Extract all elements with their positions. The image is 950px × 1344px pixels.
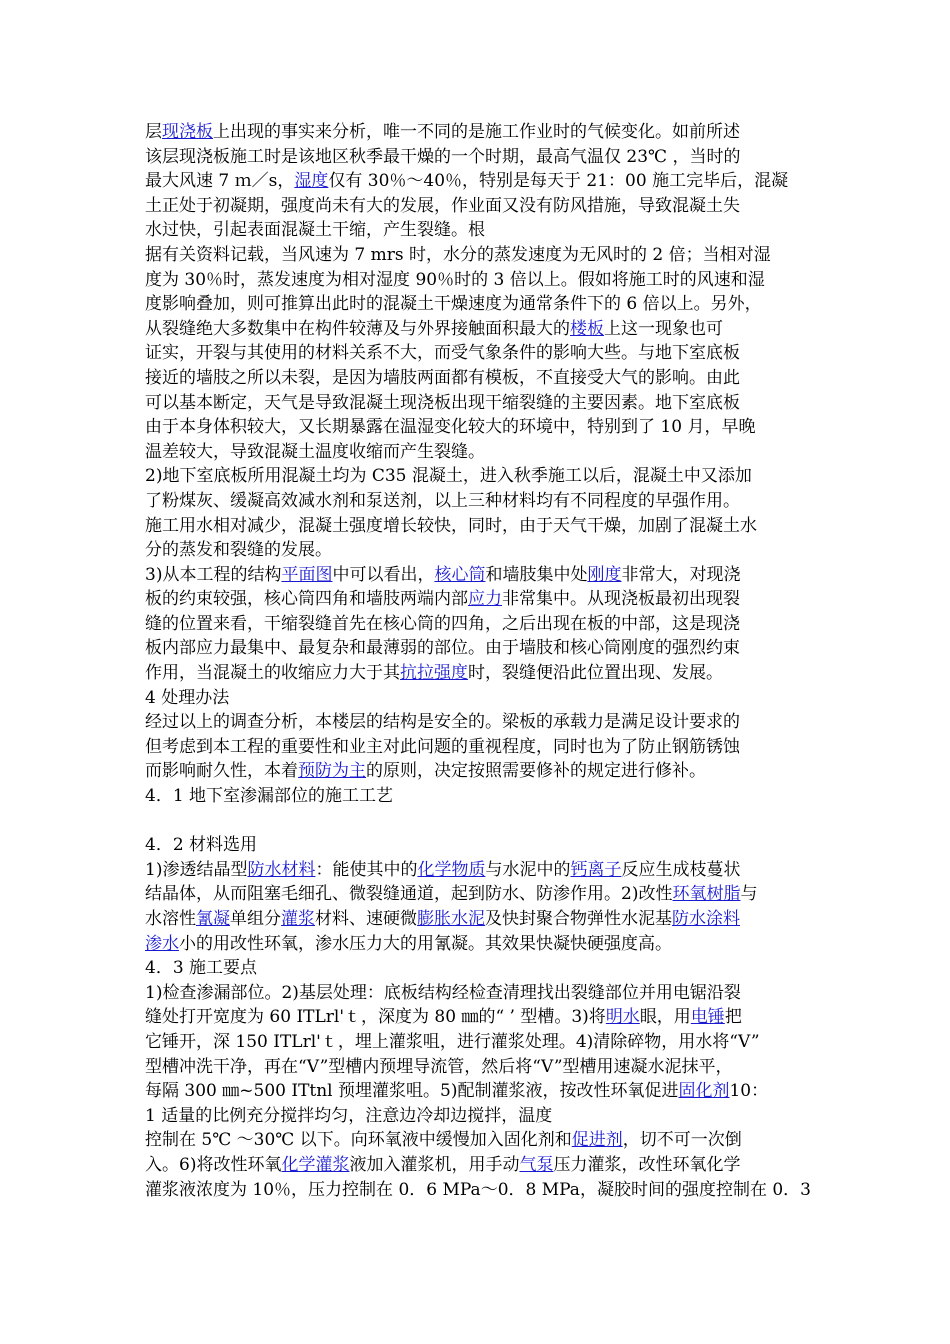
- text-line: [145, 243, 815, 268]
- text-span: 的原则，决定按照需要修补的规定进行修补。: [366, 761, 706, 782]
- text-line: [145, 759, 815, 784]
- text-line: [145, 956, 815, 981]
- text-span: 作用，当混凝土的收缩应力大于其: [145, 663, 400, 684]
- text-span: 反应生成枝蔓状: [621, 859, 741, 880]
- text-line: [145, 661, 815, 686]
- text-span: 上出现的事实来分析，唯一不同的是施工作业时的气候变化。如前所述: [213, 122, 740, 142]
- text-span: 4．3 施工要点: [145, 958, 258, 979]
- text-span: 4 处理办法: [145, 687, 230, 708]
- text-span: 度为 30％时，蒸发速度为相对湿度 90％时的 3 倍以上。假如将施工时的风速和湿: [145, 269, 765, 290]
- text-span: 据有关资料记载，当风速为 7 mrs 时，水分的蒸发速度为无风时的 2 倍；当相对湿: [145, 244, 771, 265]
- text-line: [145, 464, 815, 489]
- text-line: [145, 415, 815, 440]
- text-span: 及快封聚合物弹性水泥基: [485, 909, 672, 929]
- keyword-link[interactable]: 楼板: [570, 318, 604, 339]
- text-line: [145, 489, 815, 514]
- text-span: 入。6)将改性环氧: [145, 1154, 282, 1175]
- keyword-link[interactable]: 膨胀水泥: [417, 909, 485, 929]
- text-span: 液加入灌浆机，用手动: [349, 1154, 520, 1175]
- text-span: 证实，开裂与其使用的材料关系不大，而受气象条件的影响大些。与地下室底板: [145, 343, 740, 364]
- keyword-link[interactable]: 渗水: [145, 933, 179, 954]
- keyword-link[interactable]: 促进剂: [571, 1130, 623, 1151]
- keyword-link[interactable]: 环氧树脂: [672, 884, 741, 905]
- text-span: 眼，用: [639, 1007, 691, 1028]
- text-span: 土正处于初凝期，强度尚未有大的发展，作业面又没有防风措施，导致混凝土失: [145, 195, 740, 216]
- keyword-link[interactable]: 应力: [468, 589, 502, 610]
- text-span: 中可以看出，: [332, 564, 435, 585]
- text-span: 与: [740, 884, 758, 905]
- keyword-link[interactable]: 灌浆: [281, 909, 315, 929]
- text-span: 1)检查渗漏部位。2)基层处理：底板结构经检查清理找出裂缝部位并用电锯沿裂: [145, 982, 741, 1003]
- text-span: 非常大，对现浇: [621, 564, 741, 585]
- text-span: 型槽冲洗干净，再在“V”型槽内预埋导流管，然后将“V”型槽用速凝水泥抹平，: [145, 1056, 733, 1077]
- text-line: [145, 882, 815, 907]
- keyword-link[interactable]: 刚度: [587, 564, 622, 585]
- keyword-link[interactable]: 气泵: [519, 1154, 554, 1175]
- keyword-link[interactable]: 核心筒: [434, 564, 486, 585]
- text-line: [145, 1055, 815, 1080]
- keyword-link[interactable]: 明水: [605, 1007, 640, 1028]
- text-span: 每隔 300 ㎜~500 ITtnl 预埋灌浆咀。5)配制灌浆液，按改性环氧促进: [145, 1081, 679, 1102]
- text-line: [145, 1079, 815, 1104]
- text-line: [145, 292, 815, 317]
- keyword-link[interactable]: 钙离子: [570, 859, 622, 880]
- text-line: [145, 440, 815, 465]
- text-span: ，切不可一次倒: [622, 1130, 742, 1151]
- text-span: 板的约束较强，核心筒四角和墙肢两端内部: [145, 589, 468, 610]
- text-line: [145, 1030, 815, 1055]
- text-span: 接近的墙肢之所以未裂，是因为墙肢两面都有模板，不直接受大气的影响。由此: [145, 367, 740, 388]
- text-span: 结晶体，从而阻塞毛细孔、微裂缝通道，起到防水、防渗作用。2)改性: [145, 884, 673, 905]
- text-span: 可以基本断定，天气是导致混凝土现浇板出现干缩裂缝的主要因素。地下室底板: [145, 392, 740, 413]
- text-span: 最大风速 7 ｍ／s，: [145, 171, 295, 192]
- text-span: 3)从本工程的结构: [145, 564, 282, 585]
- text-span: 温差较大，导致混凝土温度收缩而产生裂缝。: [145, 441, 485, 462]
- text-line: [145, 169, 815, 194]
- text-span: 水溶性: [145, 909, 196, 929]
- text-span: 非常集中。从现浇板最初出现裂: [502, 589, 740, 610]
- text-line: [145, 587, 815, 612]
- text-line: [145, 932, 815, 957]
- text-line: [145, 858, 815, 883]
- text-line: [145, 194, 815, 219]
- text-line: [145, 1153, 815, 1178]
- text-span: 4．1 地下室渗漏部位的施工工艺: [145, 786, 394, 807]
- text-span: 仅有 30％～40％，特别是每天于 21：00 施工完毕后，混凝: [328, 171, 789, 192]
- text-line: [145, 268, 815, 293]
- text-line: [145, 341, 815, 366]
- text-line: [145, 981, 815, 1006]
- keyword-link[interactable]: 防水材料: [247, 859, 316, 880]
- text-line: [145, 833, 815, 858]
- text-line: [145, 218, 815, 243]
- text-span: 从裂缝绝大多数集中在构件较薄及与外界接触面积最大的: [145, 318, 570, 339]
- text-line: [145, 538, 815, 563]
- text-span: 与水泥中的: [485, 859, 571, 880]
- keyword-link[interactable]: 平面图: [281, 564, 333, 585]
- keyword-link[interactable]: 电锤: [690, 1007, 725, 1028]
- text-line: [145, 1104, 815, 1129]
- text-span: 而影响耐久性，本着: [145, 761, 298, 782]
- text-line: [145, 1005, 815, 1030]
- keyword-link[interactable]: 预防为主: [298, 761, 366, 782]
- text-span: ：能使其中的: [315, 859, 418, 880]
- keyword-link[interactable]: 抗拉强度: [400, 663, 468, 684]
- text-span: 但考虑到本工程的重要性和业主对此问题的重视程度，同时也为了防止钢筋锈蚀: [145, 736, 740, 757]
- text-line: [145, 317, 815, 342]
- keyword-link[interactable]: 防水涂料: [672, 909, 740, 929]
- text-span: 层: [145, 122, 162, 142]
- text-line: [145, 145, 815, 170]
- text-span: 压力灌浆，改性环氧化学: [553, 1154, 741, 1175]
- text-line: [145, 784, 815, 809]
- text-span: 和墙肢集中处: [485, 564, 588, 585]
- keyword-link[interactable]: 化学物质: [417, 859, 486, 880]
- text-span: 2)地下室底板所用混凝土均为 C35 混凝土，进入秋季施工以后，混凝土中又添加: [145, 466, 752, 487]
- text-span: 上这一现象也可: [604, 318, 723, 339]
- keyword-link[interactable]: 湿度: [294, 171, 329, 192]
- text-line: [145, 710, 815, 735]
- text-line: [145, 907, 815, 932]
- text-span: 分的蒸发和裂缝的发展。: [145, 540, 332, 561]
- text-span: 缝的位置来看，干缩裂缝首先在核心筒的四角，之后出现在板的中部，这是现浇: [145, 613, 740, 634]
- text-span: 板内部应力最集中、最复杂和最薄弱的部位。由于墙肢和核心筒刚度的强烈约束: [145, 638, 740, 659]
- text-span: 灌浆液浓度为 10％，压力控制在 0．6 MPa～0．8 MPa，凝胶时间的强度控制在 0．3: [145, 1179, 811, 1200]
- text-span: 由于本身体积较大，又长期暴露在温湿变化较大的环境中，特别到了 10 月，早晚: [145, 417, 756, 438]
- text-span: 4．2 材料选用: [145, 835, 258, 856]
- keyword-link[interactable]: 化学灌浆: [281, 1154, 350, 1175]
- keyword-link[interactable]: 现浇板: [162, 122, 213, 142]
- text-span: 该层现浇板施工时是该地区秋季最干燥的一个时期，最高气温仅 23℃ ，当时的: [145, 146, 741, 167]
- text-span: 1 适量的比例充分搅拌均匀，注意边冷却边搅拌，温度: [145, 1105, 553, 1126]
- text-line: [145, 636, 815, 661]
- keyword-link[interactable]: 固化剂: [678, 1081, 730, 1102]
- text-line: [145, 120, 815, 145]
- text-span: 10：: [729, 1081, 769, 1102]
- text-span: 水过快，引起表面混凝土干缩，产生裂缝。根: [145, 220, 485, 241]
- text-line: [145, 563, 815, 588]
- text-span: 它锤开，深 150 ITLrl'ｔ，埋上灌浆咀，进行灌浆处理。4)清除碎物，用水将“V”: [145, 1031, 760, 1052]
- text-span: 时，裂缝便沿此位置出现、发展。: [468, 663, 723, 684]
- text-span: 缝处打开宽度为 60 ITLrl'ｔ，深度为 80 ㎜的“ ’ 型槽。3)将: [145, 1007, 606, 1028]
- text-span: 施工用水相对减少，混凝土强度增长较快，同时，由于天气干燥，加剧了混凝土水: [145, 515, 757, 536]
- blank-line: [145, 809, 815, 834]
- document-body: [145, 120, 815, 1202]
- text-span: 度影响叠加，则可推算出此时的混凝土干燥速度为通常条件下的 6 倍以上。另外，: [145, 294, 762, 315]
- text-line: [145, 1178, 815, 1203]
- text-line: [145, 366, 815, 391]
- text-line: [145, 735, 815, 760]
- keyword-link[interactable]: 氰凝: [196, 909, 230, 929]
- text-line: [145, 514, 815, 539]
- text-span: 小的用改性环氧，渗水压力大的用氰凝。其效果快凝快硬强度高。: [179, 933, 672, 954]
- text-span: 单组分: [230, 909, 281, 929]
- text-line: [145, 1128, 815, 1153]
- text-span: 1)渗透结晶型: [145, 859, 248, 880]
- text-span: 了粉煤灰、缓凝高效减水剂和泵送剂，以上三种材料均有不同程度的早强作用。: [145, 490, 740, 511]
- text-span: 经过以上的调查分析，本楼层的结构是安全的。梁板的承载力是满足设计要求的: [145, 712, 740, 733]
- text-line: [145, 612, 815, 637]
- text-line: [145, 686, 815, 711]
- text-span: 材料、速硬微: [315, 909, 417, 929]
- text-span: 控制在 5℃ ～30℃ 以下。向环氧液中缓慢加入固化剂和: [145, 1130, 572, 1151]
- text-line: [145, 391, 815, 416]
- text-span: 把: [724, 1007, 742, 1028]
